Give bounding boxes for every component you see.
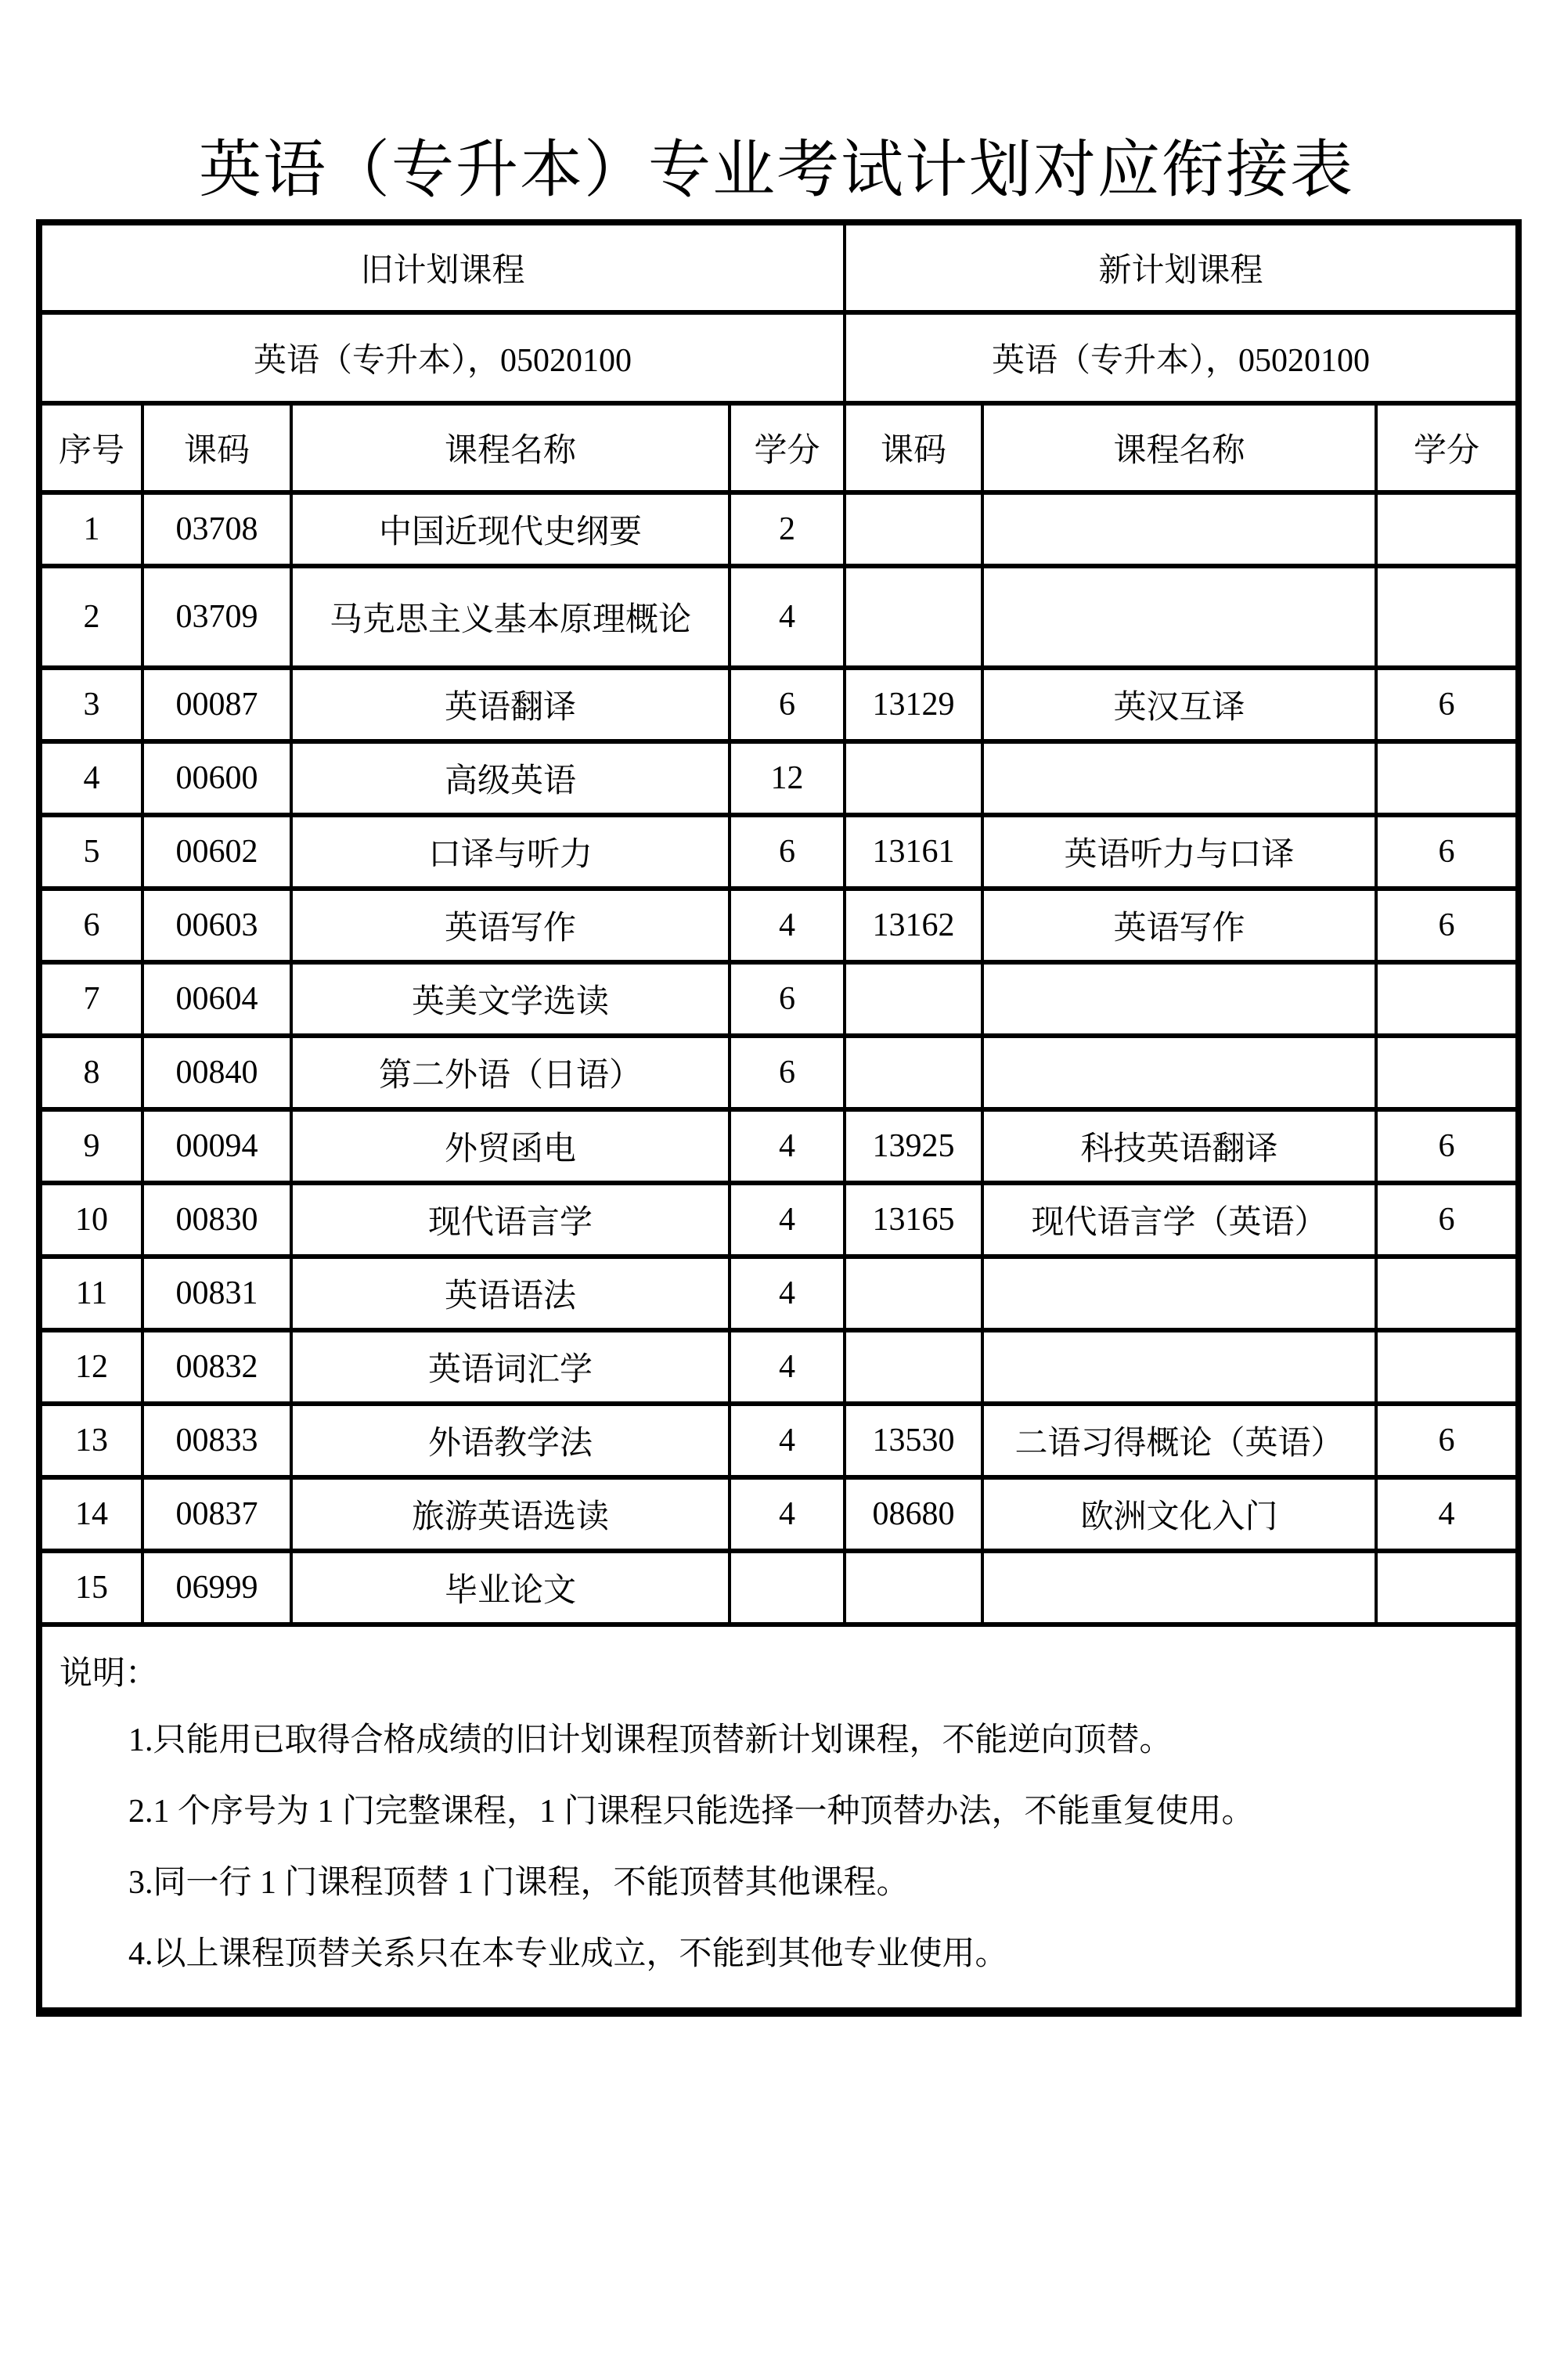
- cell-seq: 13: [39, 1404, 142, 1477]
- course-row-2: [39, 566, 1519, 668]
- cell-old-course-name: 旅游英语选读: [291, 1477, 730, 1551]
- cell-old-code: 00602: [142, 815, 291, 889]
- cell-old-course-name: 外语教学法: [291, 1404, 730, 1477]
- cell-old-code: 00832: [142, 1330, 291, 1404]
- cell-new-course-name: [982, 741, 1376, 815]
- cell-old-credits: [730, 1551, 845, 1625]
- column-header-1: 课码: [142, 403, 291, 492]
- cell-old-code: 00604: [142, 962, 291, 1036]
- course-row-9: [39, 1109, 1519, 1183]
- cell-old-credits: 4: [730, 1330, 845, 1404]
- cell-old-credits: 12: [730, 741, 845, 815]
- cell-old-credits: 4: [730, 1477, 845, 1551]
- cell-old-credits: 6: [730, 962, 845, 1036]
- cell-new-course-name: 英语听力与口译: [982, 815, 1376, 889]
- cell-new-code: [845, 1551, 982, 1625]
- cell-seq: 7: [39, 962, 142, 1036]
- cell-seq: 15: [39, 1551, 142, 1625]
- notes-label: 说明：: [59, 1656, 159, 1692]
- course-row-15: [39, 1551, 1519, 1625]
- cell-old-code: 06999: [142, 1551, 291, 1625]
- column-header-0: 序号: [39, 403, 142, 492]
- column-header-4: 课码: [845, 403, 982, 492]
- cell-new-code: 08680: [845, 1477, 982, 1551]
- cell-old-credits: 2: [730, 492, 845, 566]
- cell-new-credits: 6: [1376, 1109, 1519, 1183]
- cell-new-credits: 6: [1376, 668, 1519, 741]
- course-row-5: [39, 815, 1519, 889]
- cell-new-code: [845, 1330, 982, 1404]
- column-header-5: 课程名称: [982, 403, 1376, 492]
- cell-old-course-name: 第二外语（日语）: [291, 1036, 730, 1109]
- cell-new-credits: [1376, 741, 1519, 815]
- cell-new-course-name: 欧洲文化入门: [982, 1477, 1376, 1551]
- cell-old-credits: 4: [730, 1109, 845, 1183]
- cell-old-course-name: 中国近现代史纲要: [291, 492, 730, 566]
- cell-new-course-name: 科技英语翻译: [982, 1109, 1376, 1183]
- column-header-6: 学分: [1376, 403, 1519, 492]
- cell-old-course-name: 毕业论文: [291, 1551, 730, 1625]
- cell-new-course-name: [982, 1257, 1376, 1330]
- cell-new-code: 13162: [845, 889, 982, 962]
- cell-new-code: [845, 962, 982, 1036]
- cell-new-credits: [1376, 962, 1519, 1036]
- notes-section: [39, 1625, 1519, 2012]
- new-plan-section-header: 新计划课程: [845, 222, 1519, 312]
- cell-old-code: 00837: [142, 1477, 291, 1551]
- cell-new-code: [845, 1257, 982, 1330]
- cell-new-course-name: [982, 1036, 1376, 1109]
- cell-old-course-name: 英语写作: [291, 889, 730, 962]
- course-row-4: [39, 741, 1519, 815]
- course-table-body: [39, 222, 1519, 2012]
- cell-new-credits: 6: [1376, 889, 1519, 962]
- cell-new-course-name: 英汉互译: [982, 668, 1376, 741]
- cell-new-credits: [1376, 1036, 1519, 1109]
- cell-new-credits: 4: [1376, 1477, 1519, 1551]
- note-1: 1.只能用已取得合格成绩的旧计划课程顶替新计划课程，不能逆向顶替。: [128, 1722, 1173, 1758]
- cell-old-course-name: 口译与听力: [291, 815, 730, 889]
- cell-old-code: 00831: [142, 1257, 291, 1330]
- cell-seq: 1: [39, 492, 142, 566]
- course-row-13: [39, 1404, 1519, 1477]
- cell-new-course-name: [982, 962, 1376, 1036]
- cell-new-credits: [1376, 1551, 1519, 1625]
- cell-seq: 6: [39, 889, 142, 962]
- cell-seq: 4: [39, 741, 142, 815]
- new-plan-major: 英语（专升本），05020100: [845, 312, 1519, 403]
- cell-old-course-name: 英语语法: [291, 1257, 730, 1330]
- cell-old-course-name: 外贸函电: [291, 1109, 730, 1183]
- cell-old-code: 00603: [142, 889, 291, 962]
- cell-new-code: [845, 566, 982, 668]
- cell-new-code: 13925: [845, 1109, 982, 1183]
- cell-new-code: 13129: [845, 668, 982, 741]
- note-4: 4.以上课程顶替关系只在本专业成立，不能到其他专业使用。: [128, 1936, 1008, 1972]
- cell-old-credits: 6: [730, 668, 845, 741]
- cell-new-course-name: [982, 1330, 1376, 1404]
- cell-new-credits: 6: [1376, 815, 1519, 889]
- cell-old-code: 00087: [142, 668, 291, 741]
- cell-new-course-name: [982, 492, 1376, 566]
- note-3: 3.同一行 1 门课程顶替 1 门课程，不能顶替其他课程。: [128, 1865, 910, 1901]
- cell-seq: 14: [39, 1477, 142, 1551]
- cell-new-code: 13530: [845, 1404, 982, 1477]
- cell-new-code: [845, 741, 982, 815]
- old-plan-section-header: 旧计划课程: [39, 222, 845, 312]
- cell-old-credits: 4: [730, 889, 845, 962]
- cell-new-credits: [1376, 1257, 1519, 1330]
- cell-new-credits: 6: [1376, 1404, 1519, 1477]
- course-row-11: [39, 1257, 1519, 1330]
- cell-seq: 2: [39, 566, 142, 668]
- cell-seq: 8: [39, 1036, 142, 1109]
- course-row-12: [39, 1330, 1519, 1404]
- cell-seq: 10: [39, 1183, 142, 1257]
- cell-old-code: 03708: [142, 492, 291, 566]
- cell-new-course-name: 英语写作: [982, 889, 1376, 962]
- cell-seq: 3: [39, 668, 142, 741]
- cell-new-credits: [1376, 492, 1519, 566]
- cell-seq: 9: [39, 1109, 142, 1183]
- cell-new-course-name: 二语习得概论（英语）: [982, 1404, 1376, 1477]
- cell-new-credits: 6: [1376, 1183, 1519, 1257]
- cell-old-course-name: 马克思主义基本原理概论: [291, 566, 730, 668]
- cell-seq: 12: [39, 1330, 142, 1404]
- note-2: 2.1 个序号为 1 门完整课程，1 门课程只能选择一种顶替办法，不能重复使用。: [128, 1794, 1255, 1830]
- column-header-2: 课程名称: [291, 403, 730, 492]
- cell-old-code: 00840: [142, 1036, 291, 1109]
- cell-new-code: 13161: [845, 815, 982, 889]
- cell-new-code: [845, 1036, 982, 1109]
- cell-old-course-name: 英语词汇学: [291, 1330, 730, 1404]
- cell-new-credits: [1376, 566, 1519, 668]
- cell-new-code: 13165: [845, 1183, 982, 1257]
- course-row-1: [39, 492, 1519, 566]
- cell-old-credits: 4: [730, 566, 845, 668]
- cell-old-credits: 4: [730, 1257, 845, 1330]
- cell-old-credits: 6: [730, 1036, 845, 1109]
- plan-section-row: [39, 222, 1519, 312]
- cell-seq: 5: [39, 815, 142, 889]
- old-plan-major: 英语（专升本），05020100: [39, 312, 845, 403]
- course-row-14: [39, 1477, 1519, 1551]
- column-header-3: 学分: [730, 403, 845, 492]
- cell-new-course-name: [982, 1551, 1376, 1625]
- cell-seq: 11: [39, 1257, 142, 1330]
- cell-new-course-name: 现代语言学（英语）: [982, 1183, 1376, 1257]
- column-header-row: [39, 403, 1519, 492]
- cell-old-course-name: 现代语言学: [291, 1183, 730, 1257]
- cell-old-course-name: 英美文学选读: [291, 962, 730, 1036]
- cell-new-course-name: [982, 566, 1376, 668]
- course-row-3: [39, 668, 1519, 741]
- cell-old-code: 03709: [142, 566, 291, 668]
- cell-old-course-name: 高级英语: [291, 741, 730, 815]
- course-row-10: [39, 1183, 1519, 1257]
- page-title: 英语（专升本）专业考试计划对应衔接表: [199, 136, 1354, 205]
- cell-old-credits: 4: [730, 1183, 845, 1257]
- cell-old-code: 00094: [142, 1109, 291, 1183]
- course-mapping-table: [36, 219, 1522, 2017]
- cell-new-credits: [1376, 1330, 1519, 1404]
- cell-old-credits: 6: [730, 815, 845, 889]
- course-row-8: [39, 1036, 1519, 1109]
- cell-new-code: [845, 492, 982, 566]
- course-row-6: [39, 889, 1519, 962]
- cell-old-code: 00830: [142, 1183, 291, 1257]
- cell-old-course-name: 英语翻译: [291, 668, 730, 741]
- cell-old-code: 00600: [142, 741, 291, 815]
- notes-row: [39, 1625, 1519, 2012]
- cell-old-credits: 4: [730, 1404, 845, 1477]
- cell-old-code: 00833: [142, 1404, 291, 1477]
- major-row: [39, 312, 1519, 403]
- course-row-7: [39, 962, 1519, 1036]
